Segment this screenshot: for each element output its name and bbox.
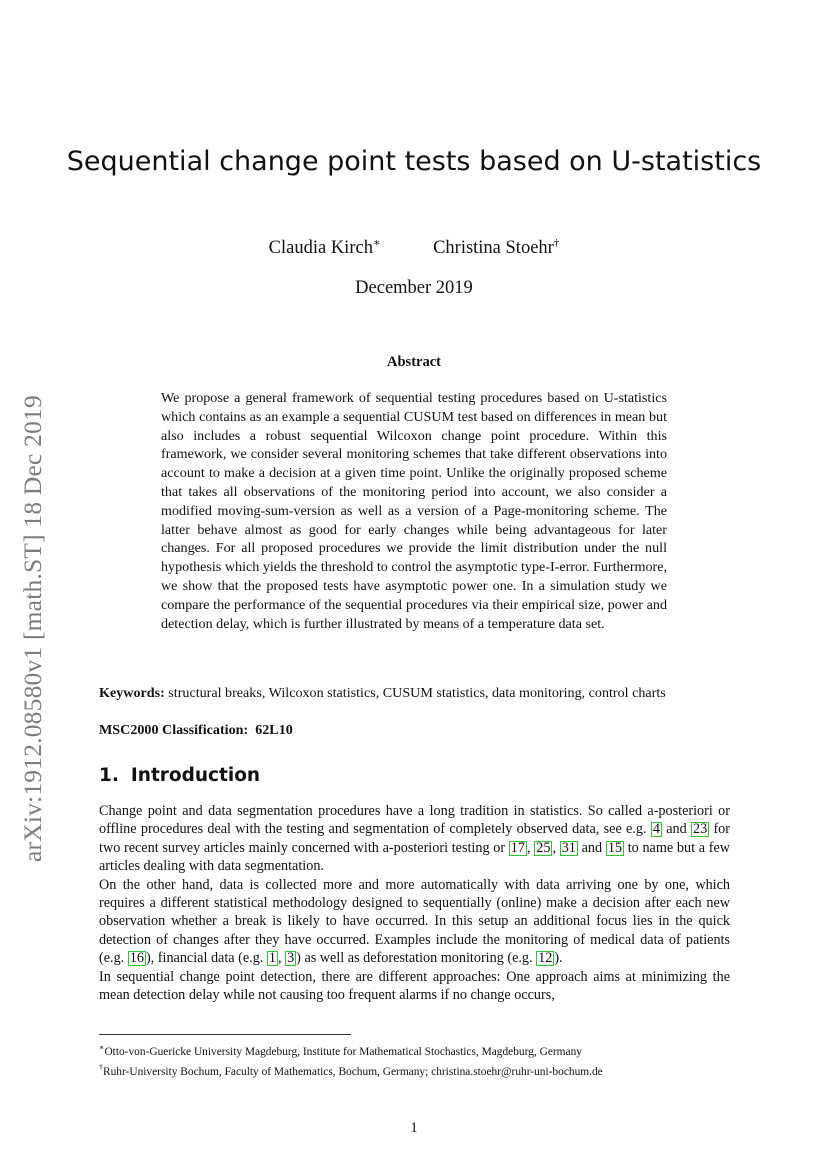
citation-link[interactable]: 1 [268,950,276,967]
abstract-heading: Abstract [387,354,441,370]
footnote-text: Otto-von-Guericke University Magdeburg, Institute for Mathematical Stochastics, Magdeburg, Germany [104,1045,582,1058]
paper-date: December 2019 [355,278,473,298]
footnote [99,1040,739,1060]
keywords [99,684,730,703]
author-name: Claudia Kirch [268,238,373,259]
body-text [99,802,730,1004]
section-title: Introduction [130,765,261,786]
author-1 [269,236,381,259]
author-footnote-mark: † [553,237,560,249]
msc-classification [99,721,730,740]
paragraph: In sequential change point detection, there are different approaches: One approach aims at minimizing the mean detection delay while not causing too frequent alarms if no change occurs, [99,968,730,1004]
section-heading [99,765,260,786]
citation-link[interactable]: 23 [692,821,708,838]
citation-link[interactable]: 16 [129,950,144,967]
footnote-text: Ruhr-University Bochum, Faculty of Mathematics, Bochum, Germany; christina.stoehr@ruhr-uni-bochum.de [103,1066,603,1079]
citation-link[interactable]: 31 [561,839,576,856]
section-number: 1. [99,765,119,786]
footnotes [99,1040,739,1081]
keywords-label: Keywords: [99,685,165,701]
msc-label: MSC2000 Classification: [99,722,249,738]
abstract-text: We propose a general framework of sequential testing procedures based on U-statistics which contains as an example a sequential CUSUM test based on differences in mean but also includes a robust sequential Wilcoxon change point procedure. Within this framework, we consider several monitoring schemes that take different observations into account to make a decision at a given time point. Unlike the originally proposed scheme that takes all observations of the monitoring period into account, we also consider a modified moving-sum-version as well as a version of a Page-monitoring scheme. The latter behave almost as good for early changes while being advantageous for later changes. For all proposed procedures we provide the limit distribution under the null hypothesis which yields the threshold to control the asymptotic type-I-error. Furthermore, we show that the proposed tests have asymptotic power one. In a simulation study we compare the performance of the sequential procedures via their empirical size, power and detection delay, which is further illustrated by means of a temperature data set. [161,390,667,632]
citation-link[interactable]: 17 [510,839,525,856]
footnote-mark: ∗ [99,1043,105,1052]
citation-link[interactable]: 25 [536,839,551,856]
keywords-text: structural breaks, Wilcoxon statistics, CUSUM statistics, data monitoring, control charts [168,685,666,701]
arxiv-stamp: arXiv:1912.08580v1 [math.ST] 18 Dec 2019 [18,395,47,862]
footnote [99,1060,739,1080]
citation-link[interactable]: 4 [652,821,660,838]
footnote-divider [99,1034,351,1035]
citation-link[interactable]: 3 [287,950,295,967]
author-list [0,236,828,259]
paragraph: Change point and data segmentation procedures have a long tradition in statistics. So called a-posteriori or offline procedures deal with the testing and segmentation of completely observed data, see e.g. 4 and 23 for two recent survey articles mainly concerned with a-posteriori testing or 17 , 25 , 31 and 15 to name but a few articles dealing with data segmentation. [99,803,731,875]
citation-link[interactable]: 15 [607,839,622,856]
paper-title: Sequential change point tests based on U-statistics [66,146,762,177]
author-2 [433,237,559,259]
footnote-mark: † [99,1063,103,1073]
citation-link[interactable]: 12 [538,950,553,967]
page-number: 1 [410,1120,418,1136]
paragraph: On the other hand, data is collected more and more automatically with data arriving one by one, which requires a different statistical methodology designed to sequentially (online) make a decision after each new observation whether a break is likely to have occurred. In this setup an additional focus lies in the quick detection of changes after they have occurred. Examples include the monitoring of medical data of patients (e.g. 16 ), financial data (e.g. 1 , 3 ) as well as deforestation monitoring (e.g. 12 ). [99,876,730,967]
msc-value: 62L10 [255,722,293,738]
author-footnote-mark: ∗ [372,237,381,249]
author-name: Christina Stoehr [433,238,554,259]
